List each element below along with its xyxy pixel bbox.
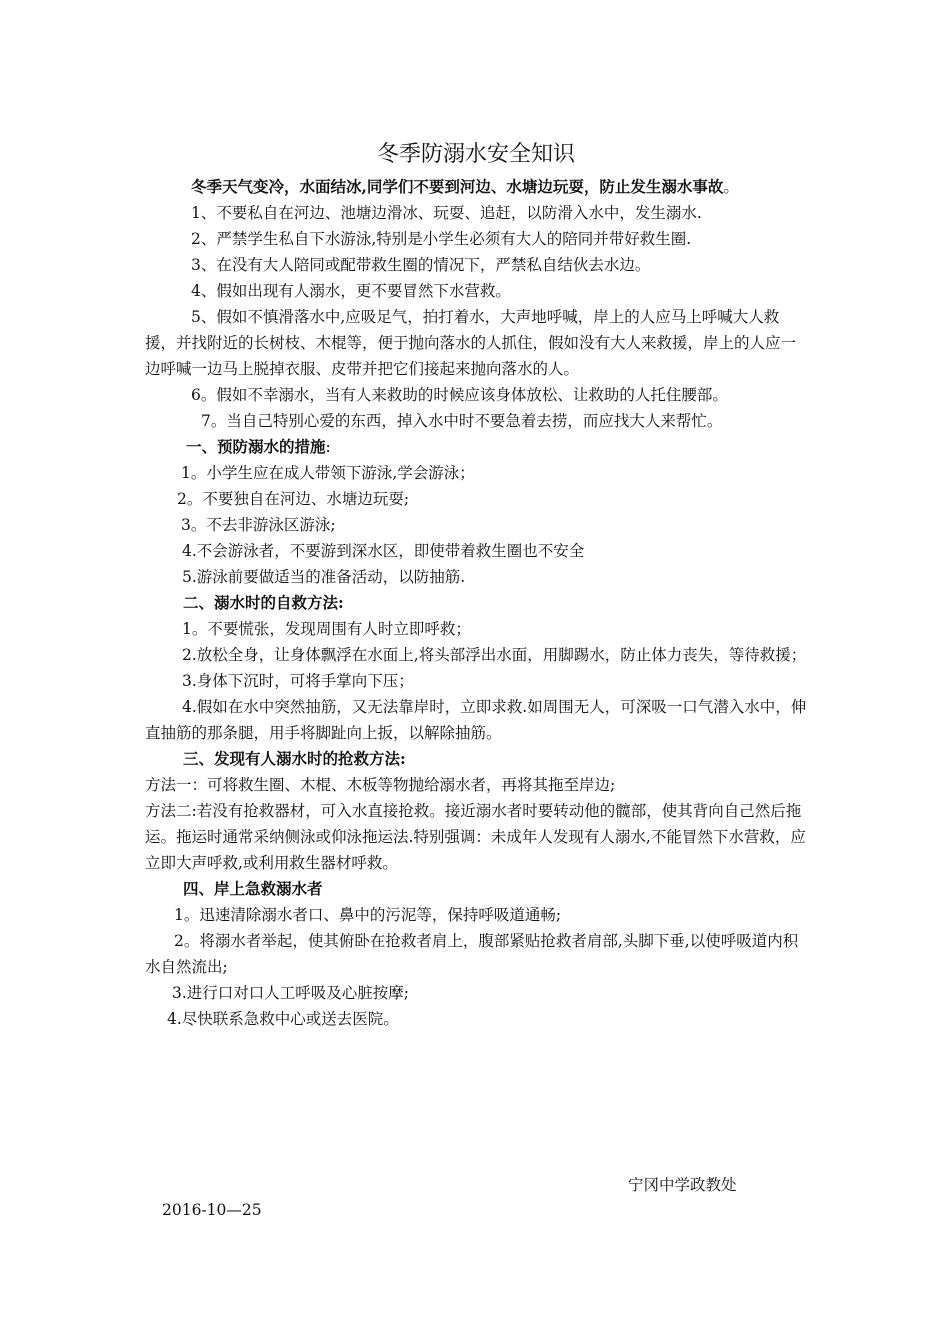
rule-6: 6。假如不幸溺水，当有人来救助的时候应该身体放松、让救助的人托住腰部。 <box>191 386 728 404</box>
section4-heading: 四、岸上急救溺水者 <box>183 879 323 898</box>
intro-paragraph <box>145 174 807 200</box>
rule-3: 3、在没有大人陪同或配带救生圈的情况下，严禁私自结伙去水边。 <box>191 256 651 274</box>
section4-item-4: 4.尽快联系急救中心或送去医院。 <box>167 1010 399 1028</box>
section1-item-5: 5.游泳前要做适当的准备活动，以防抽筋. <box>182 568 466 586</box>
section3-item-2: 方法二:若没有抢救器材，可入水直接抢救。接近溺水者时要转动他的髋部，使其背向自己然后拖运。拖运时通常采纳侧泳或仰泳拖运法.特别强调：未成年人发现有人溺水,不能冒然下水营救，应立即大声呼救,或利用救生器材呼救。 <box>145 802 806 872</box>
section4-item-2: 2。将溺水者举起，使其俯卧在抢救者肩上，腹部紧贴抢救者肩部,头脚下垂,以使呼吸道内积水自然流出; <box>145 932 799 976</box>
section2-item-4: 4.假如在水中突然抽筋，又无法靠岸时，立即求救.如周围无人，可深吸一口气潜入水中，伸直抽筋的那条腿，用手将脚趾向上扳，以解除抽筋。 <box>145 698 807 742</box>
intro-end: 。 <box>723 178 739 196</box>
issuing-office: 宁冈中学政教处 <box>628 1176 737 1194</box>
section3-heading: 三、发现有人溺水时的抢救方法: <box>183 749 406 768</box>
section2-item-3: 3.身体下沉时，可将手掌向下压； <box>182 672 414 690</box>
section1-item-3: 3。不去非游泳区游泳; <box>181 516 336 534</box>
page-title: 冬季防溺水安全知识 <box>376 142 575 167</box>
section1-heading: 一、预防溺水的措施 <box>186 437 326 456</box>
section1-item-4: 4.不会游泳者，不要游到深水区，即使带着救生圈也不安全 <box>182 542 585 560</box>
section2-item-1: 1。不要慌张，发现周围有人时立即呼救； <box>182 620 471 638</box>
rule-1: 1、不要私自在河边、池塘边滑冰、玩耍、追赶，以防滑入水中，发生溺水. <box>191 204 702 222</box>
rule-7: 7。当自己特别心爱的东西，掉入水中时不要急着去捞，而应找大人来帮忙。 <box>201 412 723 430</box>
section4-item-3: 3.进行口对口人工呼吸及心脏按摩; <box>172 984 410 1002</box>
section4-item-1: 1。迅速清除溺水者口、鼻中的污泥等，保持呼吸道通畅; <box>174 906 562 924</box>
rule-2: 2、严禁学生私自下水游泳,特别是小学生必须有大人的陪同并带好救生圈. <box>191 230 692 248</box>
intro-bold: 冬季天气变冷，水面结冰,同学们不要到河边、水塘边玩耍，防止发生溺水事故 <box>191 177 724 196</box>
rule-4: 4、假如出现有人溺水，更不要冒然下水营救。 <box>191 282 511 300</box>
document-body <box>145 138 807 1032</box>
section3-item-1: 方法一：可将救生圈、木棍、木板等物抛给溺水者，再将其拖至岸边; <box>145 776 616 794</box>
section1-item-1: 1。小学生应在成人带领下游泳,学会游泳； <box>181 464 475 482</box>
section1-heading-line <box>145 434 807 460</box>
section1-colon: : <box>325 438 331 456</box>
section1-item-2: 2。不要独自在河边、水塘边玩耍; <box>177 490 410 508</box>
section2-heading: 二、溺水时的自救方法: <box>183 593 344 612</box>
issue-date: 2016-10—25 <box>162 1201 262 1219</box>
rule-5: 5、假如不慎滑落水中,应吸足气，拍打着水，大声地呼喊，岸上的人应马上呼喊大人救援，并找附近的长树枝、木棍等，便于抛向落水的人抓住，假如没有大人来救援，岸上的人应一边呼喊一边马上脱掉衣服、皮带并把它们接起来抛向落水的人。 <box>145 308 797 378</box>
section2-item-2: 2.放松全身，让身体飘浮在水面上,将头部浮出水面，用脚踢水，防止体力丧失，等待救援； <box>182 646 807 664</box>
